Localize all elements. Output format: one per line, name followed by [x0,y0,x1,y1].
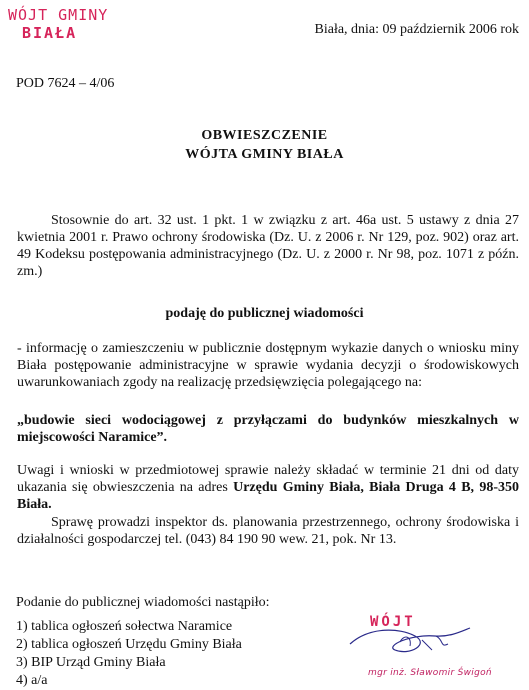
legal-basis-text: Stosownie do art. 32 ust. 1 pkt. 1 w związku z art. 46a ust. 5 ustawy z dnia 27 kwietnia 2001 r. Prawo ochrony środowiska (Dz. U. z 2006 r. Nr 129, poz. 902) oraz art. 49 Kodeksu postępowania administracyjnego (Dz. U. z 2000 r. Nr 98, poz. 1071 z późn. zm.) [17,213,519,279]
signature-flourish [400,636,448,650]
list-item: 3) BIP Urząd Gminy Biała [16,655,166,670]
list-item: 2) tablica ogłoszeń Urzędu Gminy Biała [16,637,242,652]
stamp-line-2: BIAŁA [22,24,78,42]
office-address: Urzędu Gminy Biała, Biała Druga 4 B, 98-350 Biała. [17,480,520,512]
contact-text: Sprawę prowadzi inspektor ds. planowania przestrzennego, ochrony środowiska i działalności gospodarczej tel. (043) 84 190 90 wew. 21, pok. Nr 13. [17,515,519,547]
publication-list-header: Podanie do publicznej wiadomości nastąpiło: [16,595,270,610]
stamp-line-1: WÓJT GMINY [8,6,109,24]
list-item: 4) a/a [16,673,48,688]
information-paragraph: - informację o zamieszczeniu w publicznie dostępnym wykazie danych o wniosku miny Biała postępowanie administracyjne w sprawie wydania decyzji o środowiskowych uwarunkowaniach zgody na realizację przedsięwzięcia polegającego na: [17,341,519,390]
announcement-heading: podaję do publicznej wiadomości [165,306,364,321]
title-line-1: OBWIESZCZENIE [201,128,328,143]
title-line-2: WÓJTA GMINY BIAŁA [185,147,344,162]
contact-paragraph [17,514,519,548]
document-title [0,126,529,164]
project-name: „budowie sieci wodociągowej z przyłączami do budynków mieszkalnych w miejscowości Naramice”. [17,413,519,445]
reference-number: POD 7624 – 4/06 [16,76,115,91]
signatory-name: mgr inż. Sławomir Świgoń [368,668,492,678]
document-date: Biała, dnia: 09 październik 2006 rok [314,22,519,37]
list-item: 1) tablica ogłoszeń sołectwa Naramice [16,619,233,634]
publication-list [16,594,270,690]
remarks-paragraph [17,462,519,513]
signature-stamp-text: WÓJT [370,614,416,630]
office-stamp [8,6,108,42]
legal-basis-paragraph [17,212,519,280]
remarks-text: Uwagi i wnioski w przedmiotowej sprawie należy składać w terminie 21 dni od daty ukazania się obwieszczenia na adres [17,463,519,495]
